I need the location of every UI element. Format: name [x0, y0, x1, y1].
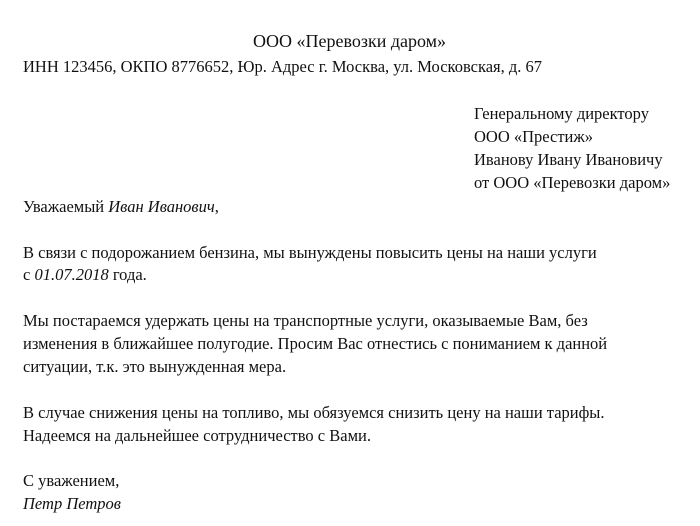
- effective-date: 01.07.2018: [34, 265, 109, 284]
- paragraph-3-line-2: Надеемся на дальнейшее сотрудничество с Вами.: [23, 426, 371, 445]
- addressee-line-1: Генеральному директору: [474, 104, 649, 123]
- greeting-name: Иван Иванович: [108, 197, 215, 216]
- paragraph-2-line-2: изменения в ближайшее полугодие. Просим Вас отнестись с пониманием к данной: [23, 334, 608, 353]
- addressee-line-2: ООО «Престиж»: [474, 127, 594, 146]
- paragraph-1-prefix: с: [23, 265, 35, 284]
- paragraph-3-line-1: В случае снижения цены на топливо, мы обязуемся снизить цену на наши тарифы.: [23, 403, 605, 422]
- paragraph-1-line-2: [23, 265, 147, 285]
- paragraph-2-line-3: ситуации, т.к. это вынужденная мера.: [23, 357, 287, 376]
- addressee-line-3: Иванову Ивану Ивановичу: [474, 150, 663, 169]
- greeting-suffix: ,: [214, 197, 219, 216]
- paragraph-1-line-1: В связи с подорожанием бензина, мы вынуждены повысить цены на наши услуги: [23, 243, 597, 262]
- paragraph-1-suffix: года.: [108, 265, 147, 284]
- addressee-line-4: от ООО «Перевозки даром»: [474, 173, 671, 192]
- closing-regards: С уважением,: [23, 471, 120, 490]
- signer-name: [23, 494, 121, 514]
- greeting-prefix: Уважаемый: [23, 197, 109, 216]
- paragraph-2-line-1: Мы постараемся удержать цены на транспортные услуги, оказываемые Вам, без: [23, 311, 588, 330]
- signer-name-text: Петр Петров: [23, 494, 121, 513]
- greeting: [23, 197, 219, 217]
- company-title: ООО «Перевозки даром»: [253, 31, 447, 51]
- company-requisites: ИНН 123456, ОКПО 8776652, Юр. Адрес г. Москва, ул. Московская, д. 67: [23, 57, 543, 76]
